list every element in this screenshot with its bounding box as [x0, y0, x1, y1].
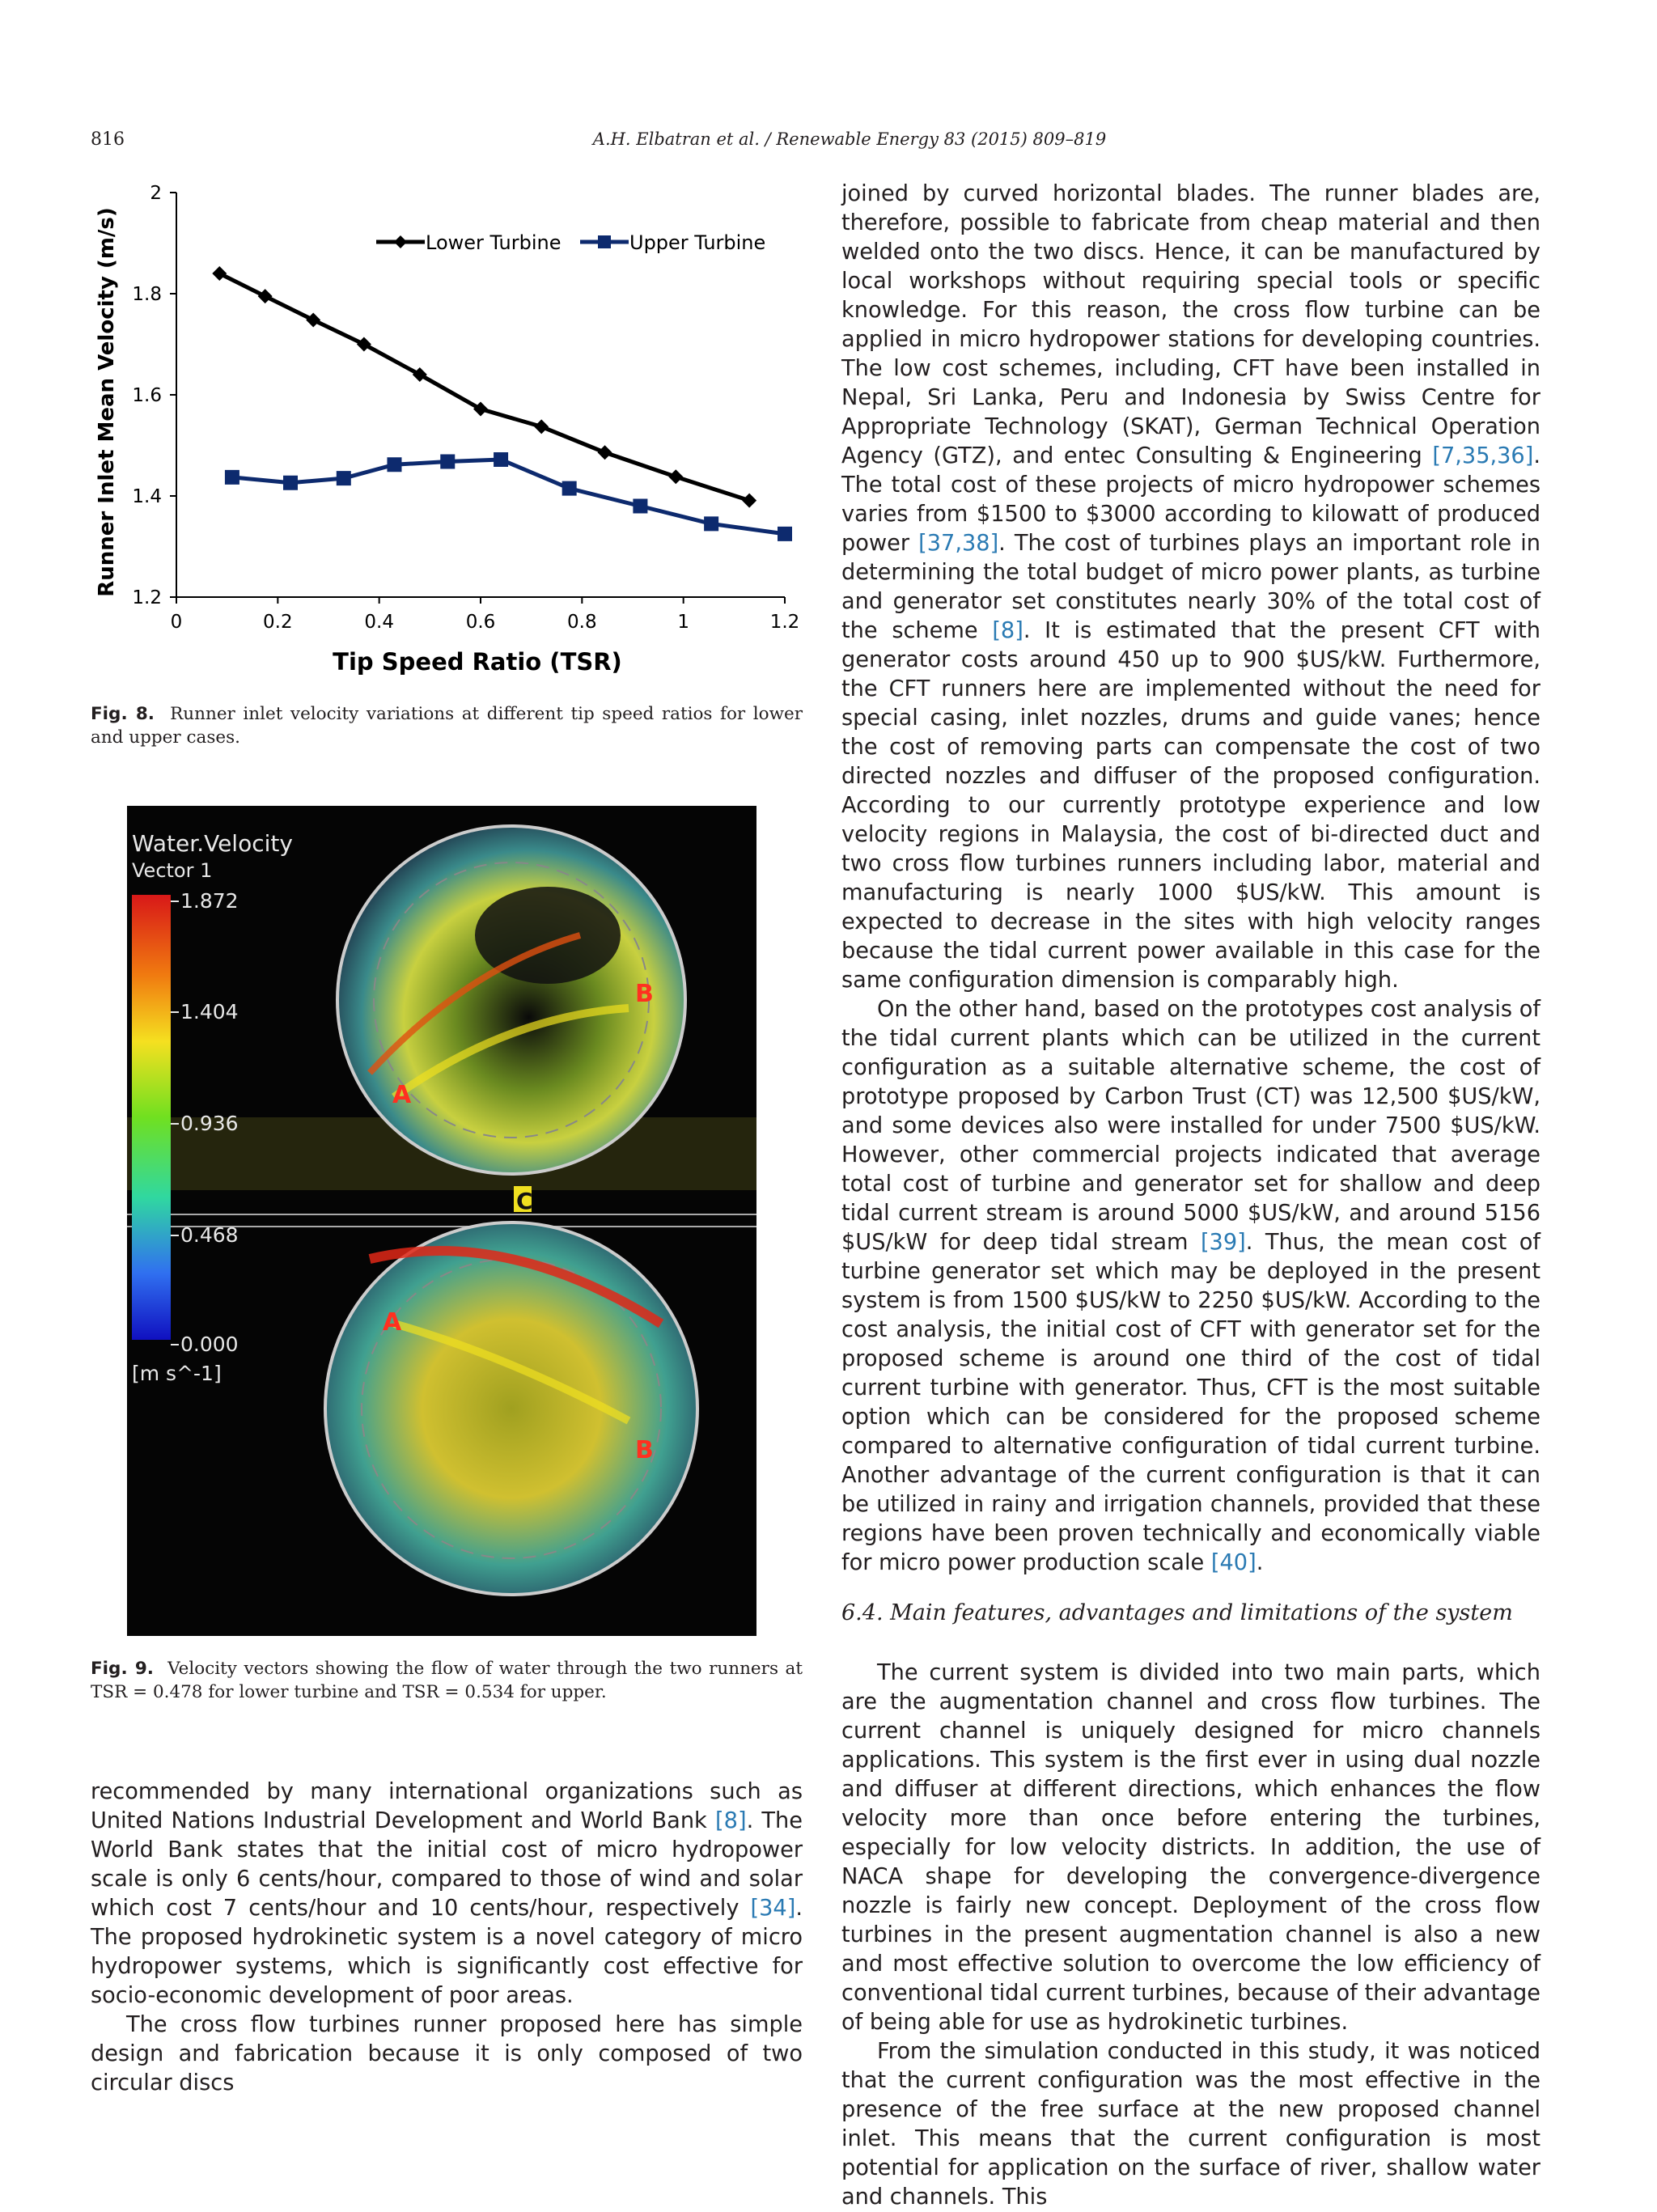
fig8-caption: [91, 702, 803, 749]
data-point-lower: [742, 494, 756, 508]
legend-value-min: 0.000: [180, 1333, 239, 1356]
page-number: 816: [91, 129, 125, 150]
data-point-upper: [387, 457, 401, 472]
right-paragraph-3: The current system is divided into two main parts, which are the augmentation channel and cross flow turbines. The current channel is uniquely designed for micro channels applications. This system is the first ever in using dual nozzle and diffuser at different directions, which enhances the flow velocity more than once before entering the turbines, especially for low velocity districts. In addition, the use of NACA shape for developing the convergence-divergence nozzle is fairly new concept. Deployment of the cross flow turbines in the present augmentation channel is also a new and most effective solution to overcome the low efficiency of conventional tidal current turbines, because of their advantage of being able for use as hydrokinetic turbines.: [841, 1660, 1540, 2035]
y-tick-label: 1.6: [132, 385, 162, 406]
left-paragraph-2: The cross flow turbines runner proposed here has simple design and fabrication because it is only composed of two circular discs: [91, 2012, 803, 2095]
chart-legend: [376, 231, 765, 254]
series-line-lower: [219, 273, 749, 501]
data-point-lower: [258, 289, 273, 303]
y-tick-label: 1.4: [132, 486, 162, 507]
section-heading: 6.4. Main features, advantages and limitations of the system: [841, 1600, 1513, 1625]
data-point-lower: [212, 266, 227, 281]
data-point-upper: [704, 516, 718, 531]
data-point-upper: [283, 476, 298, 490]
legend-value-2: 1.404: [180, 1000, 239, 1023]
data-point-upper: [440, 455, 455, 469]
data-point-lower: [357, 337, 371, 352]
lower-runner: [325, 1223, 697, 1595]
citation-link[interactable]: [7,35,36]: [1432, 443, 1534, 468]
citation-link[interactable]: [40]: [1210, 1550, 1257, 1575]
fig9-velocity-field: [127, 806, 756, 1636]
citation-link[interactable]: [37,38]: [918, 531, 999, 556]
label-c: C: [516, 1188, 533, 1214]
x-tick-label: 1.2: [769, 612, 800, 633]
legend-marker-upper: [598, 235, 611, 248]
legend-label-lower: Lower Turbine: [426, 231, 562, 254]
data-point-upper: [633, 499, 647, 514]
label-b-lower: B: [635, 1436, 654, 1464]
series-line-upper: [232, 460, 785, 534]
fig8-chart: [91, 180, 803, 697]
left-column-text: [91, 1778, 803, 2098]
legend-unit: [m s^-1]: [132, 1362, 222, 1385]
label-b-upper: B: [635, 980, 654, 1008]
chart-x-axis-label: Tip Speed Ratio (TSR): [333, 648, 622, 676]
legend-value-max: 1.872: [180, 889, 239, 913]
y-tick-label: 1.2: [132, 587, 162, 608]
data-point-lower: [534, 419, 549, 434]
fig8-caption-text: Runner inlet velocity variations at different tip speed ratios for lower and upper cases.: [91, 704, 803, 748]
legend-label-upper: Upper Turbine: [629, 231, 766, 254]
citation-link[interactable]: [8]: [992, 618, 1023, 643]
right-paragraph-4: From the simulation conducted in this study, it was noticed that the current configuration was the most effective in the presence of the free surface at the new proposed channel inlet. This means that the current configuration is most potential for application on the surface of river, shallow water and channels. This: [841, 2039, 1540, 2210]
data-point-lower: [306, 313, 320, 328]
data-point-upper: [225, 470, 239, 485]
right-column-text: [841, 180, 1540, 2212]
right-paragraph-2: On the other hand, based on the prototypes cost analysis of the tidal current plants which can be utilized in the current configuration as a suitable alternative scheme, the cost of prototype proposed by Carbon Trust (CT) was 12,500 $US/kW, and some devices also were installed for under 7500 $US/kW. However, other commercial projects indicated that average total cost of turbine and generator set for shallow and deep tidal current stream is around 5000 $US/kW, and around 5156 $US/kW for deep tidal stream [39]. Thus, the mean cost of turbine generator set which may be deployed in the present system is from 1500 $US/kW to 2250 $US/kW. According to the cost analysis, the initial cost of CFT with generator set for the proposed scheme is around one third of the cost of tidal current turbine with generator. Thus, CFT is the most suitable option which can be considered for the proposed scheme compared to alternative configuration of tidal current turbine. Another advantage of the current configuration is that it can be utilized in rainy and irrigation channels, provided that these regions have been proven technically and economically viable for micro power production scale [40].: [841, 997, 1541, 1575]
y-tick-label: 1.8: [132, 284, 162, 305]
fig8-caption-label: Fig. 8.: [91, 704, 155, 724]
label-a-upper: A: [392, 1081, 412, 1109]
label-a-lower: A: [383, 1308, 402, 1337]
x-tick-label: 0: [170, 612, 183, 633]
left-paragraph-1: recommended by many international organizations such as United Nations Industrial Development and World Bank [8]. The World Bank states that the initial cost of micro hydropower scale is only 6 cents/hour, compared to those of wind and solar which cost 7 cents/hour and 10 cents/hour, respectively [34]. The proposed hydrokinetic system is a novel category of micro hydropower systems, which is significantly cost effective for socio-economic development of poor areas.: [91, 1779, 803, 2008]
upper-runner: [337, 826, 685, 1174]
chart-series: [212, 266, 792, 541]
legend-value-4: 0.468: [180, 1223, 239, 1247]
x-tick-label: 0.8: [567, 612, 597, 633]
x-tick-label: 1: [677, 612, 689, 633]
data-point-lower: [668, 469, 683, 484]
legend-subtitle: Vector 1: [132, 859, 213, 882]
data-point-upper: [494, 452, 508, 467]
citation-link[interactable]: [8]: [715, 1808, 747, 1833]
fig9-caption-text: Velocity vectors showing the flow of water through the two runners at TSR = 0.478 for lower turbine and TSR = 0.534 for upper.: [91, 1659, 803, 1702]
legend-value-3: 0.936: [180, 1112, 239, 1135]
fig9-caption: [91, 1657, 803, 1704]
data-point-upper: [778, 527, 792, 541]
chart-y-axis-label: Runner Inlet Mean Velocity (m/s): [95, 207, 119, 597]
colorbar: [132, 895, 171, 1340]
fig9-caption-label: Fig. 9.: [91, 1659, 154, 1679]
data-point-upper: [337, 471, 351, 485]
citation-link[interactable]: [34]: [750, 1896, 796, 1921]
running-header-citation: A.H. Elbatran et al. / Renewable Energy 83 (2015) 809–819: [592, 129, 1107, 149]
x-tick-label: 0.2: [263, 612, 293, 633]
y-tick-label: 2: [150, 183, 162, 204]
citation-link[interactable]: [39]: [1200, 1230, 1246, 1255]
data-point-upper: [562, 481, 577, 496]
legend-title: Water.Velocity: [132, 830, 293, 857]
legend-marker-lower: [394, 235, 407, 248]
data-point-lower: [598, 445, 612, 460]
x-tick-label: 0.6: [465, 612, 496, 633]
right-paragraph-1: joined by curved horizontal blades. The runner blades are, therefore, possible to fabricate from cheap material and then welded onto the two discs. Hence, it can be manufactured by local workshops without requiring special tools or specific knowledge. For this reason, the cross flow turbine can be applied in micro hydropower stations for developing countries. The low cost schemes, including, CFT have been installed in Nepal, Sri Lanka, Peru and Indonesia by Swiss Centre for Appropriate Technology (SKAT), German Technical Operation Agency (GTZ), and entec Consulting & Engineering [7,35,36]. The total cost of these projects of micro hydropower schemes varies from $1500 to $3000 according to kilowatt of produced power [37,38]. The cost of turbines plays an important role in determining the total budget of micro power plants, as turbine and generator set constitutes nearly 30% of the total cost of the scheme [8]. It is estimated that the present CFT with generator costs around 450 up to 900 $US/kW. Furthermore, the CFT runners here are implemented without the need for special casing, inlet nozzles, drums and guide vanes; hence the cost of removing parts can compensate the cost of two directed nozzles and diffuser of the proposed configuration. According to our currently prototype experience and low velocity regions in Malaysia, the cost of bi-directed duct and two cross flow turbines runners including labor, material and manufacturing is nearly 1000 $US/kW. This amount is expected to decrease in the sites with high velocity ranges because the tidal current power available in this case for the same configuration dimension is comparably high.: [841, 181, 1540, 993]
x-tick-label: 0.4: [364, 612, 394, 633]
